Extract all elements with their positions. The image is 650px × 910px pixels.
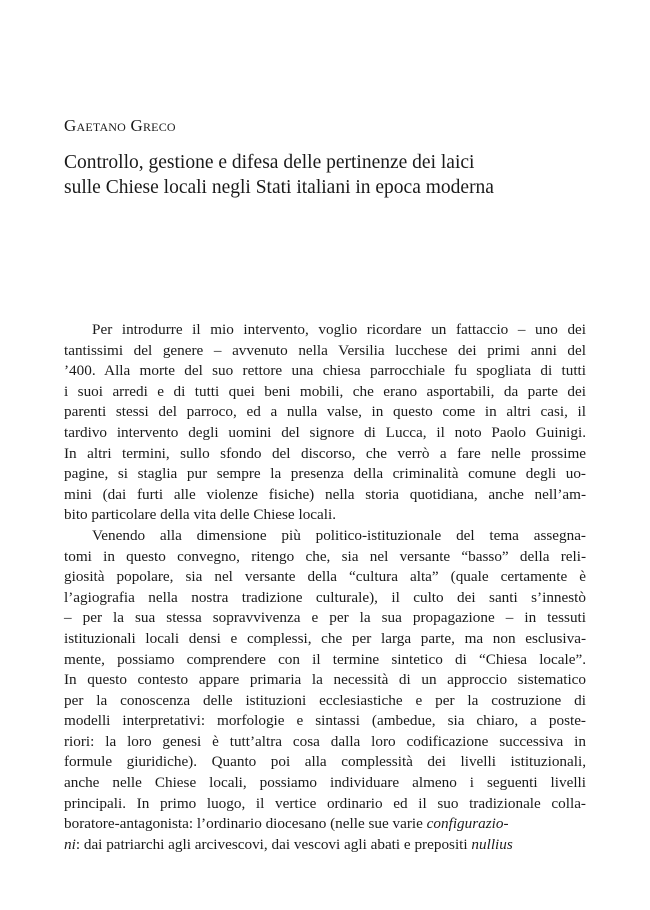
text-line: tantissimi del genere – avvenuto nella Versilia lucchese dei primi anni del [64,341,586,359]
text-line: riori: la loro genesi è tutt’altra cosa dalla loro codificazione successiva in [64,732,586,750]
text-line [64,814,586,835]
text-line: i suoi arredi e di tutti quei beni mobili, che erano asportabili, da parte dei [64,382,586,400]
body-text [64,320,586,855]
text-line: parenti stessi del parroco, ed a nulla valse, in questo come in altri casi, il [64,403,586,421]
text-line: pagine, si staglia pur sempre la presenza della criminalità comune degli uo- [64,465,586,483]
italic-word: nullius [471,835,513,853]
text-line: tomi in questo convegno, ritengo che, sia nel versante “basso” della reli- [64,547,586,565]
author-name: Gaetano Greco [64,116,176,135]
text-line: bito particolare della vita delle Chiese locali. [64,506,337,524]
text-line: giosità popolare, sia nel versante della “cultura alta” (quale certamente è [64,568,586,586]
text-line [64,835,586,856]
text-line: In questo contesto appare primaria la necessità di un approccio sistematico [64,671,586,689]
text-line: istituzionali locali densi e complessi, che per larga parte, ma non esclusiva- [64,629,586,647]
text-line: per la conoscenza delle istituzioni ecclesiastiche e per la costruzione di [64,691,586,709]
paper-title [64,150,584,200]
text-line: modelli interpretativi: morfologie e sintassi (ambedue, sia chiaro, a poste- [64,712,586,730]
text-line: mente, possiamo comprendere con il termine sintetico di “Chiesa locale”. [64,650,586,668]
italic-word: configurazio- [426,815,509,833]
text-line: principali. In primo luogo, il vertice ordinario ed il suo tradizionale colla- [64,794,586,812]
text-line: formule giuridiche). Quanto poi alla complessità dei livelli istituzionali, [64,753,586,771]
text-run: boratore-antagonista: l’ordinario diocesano (nelle sue varie [64,815,427,833]
text-line: anche nelle Chiese locali, possiamo individuare almeno i seguenti livelli [64,774,586,792]
title-line: sulle Chiese locali negli Stati italiani in epoca moderna [64,177,494,198]
text-line: – per la sua stessa sopravvivenza e per la sua propagazione – in tessuti [64,609,586,627]
text-run: : dai patriarchi agli arcivescovi, dai vescovi agli abati e prepositi [75,835,472,853]
text-line: ’400. Alla morte del suo rettore una chiesa parrocchiale fu spogliata di tutti [64,362,586,380]
text-line: Venendo alla dimensione più politico-istituzionale del tema assegna- [92,526,586,544]
text-line: tardivo intervento degli uomini del signore di Lucca, il noto Paolo Guinigi. [64,423,586,441]
text-line: l’agiografia nella nostra tradizione culturale), il culto dei santi s’innestò [64,588,586,606]
text-line: mini (dai furti alle violenze fisiche) nella storia quotidiana, anche nell’am- [64,485,586,503]
text-line: In altri termini, sullo sfondo del discorso, che verrò a fare nelle prossime [64,444,586,462]
title-line: Controllo, gestione e difesa delle pertinenze dei laici [64,152,475,173]
text-line: Per introdurre il mio intervento, voglio ricordare un fattaccio – uno dei [92,321,586,338]
italic-word: ni [64,835,76,853]
